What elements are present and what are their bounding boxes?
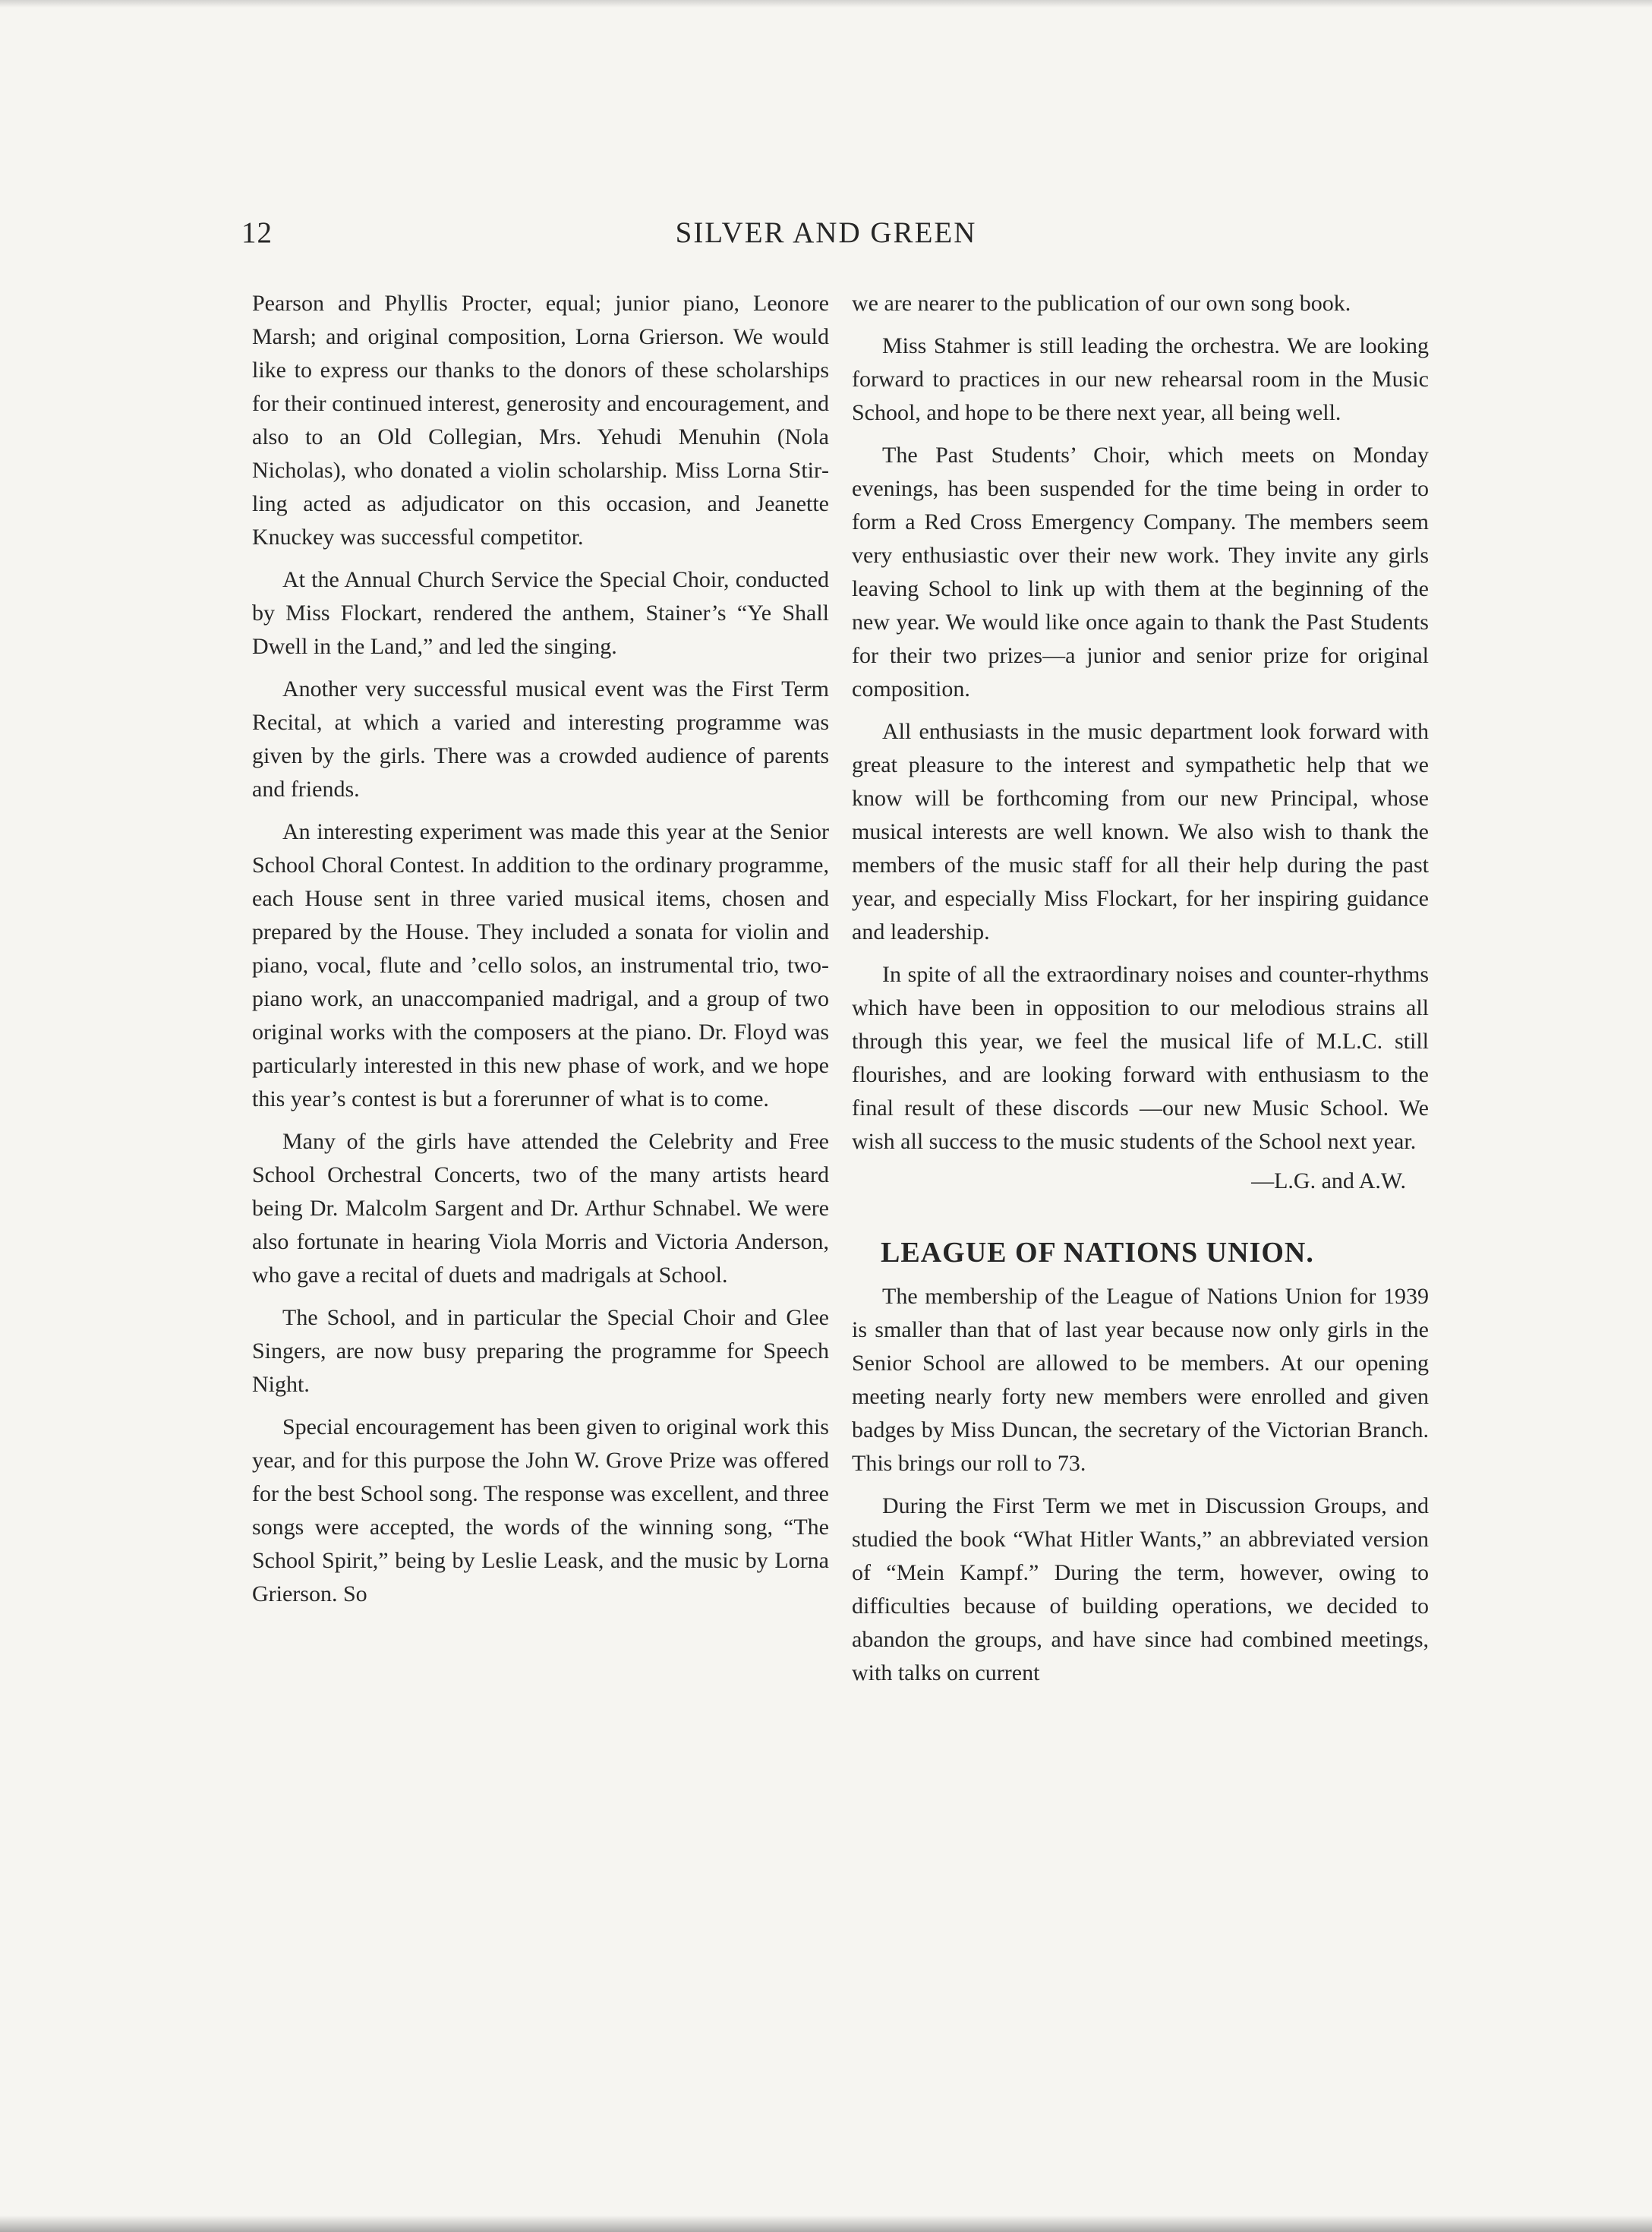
- right-column: [852, 287, 1429, 1699]
- left-column: [252, 287, 829, 1620]
- paragraph: Miss Stahmer is still leading the orchestra. We are looking forward to practices in our new rehearsal room in the Music School, and hope to be there next year, all being well.: [852, 333, 1429, 425]
- paragraph: Another very successful musical event was the First Term Recital, at which a varied and interesting programme was given by the girls. There was a crowded audience of parents and friends.: [252, 676, 829, 802]
- paragraph: Pearson and Phyllis Procter, equal; junior piano, Leonore Marsh; and original composition, Lorna Grierson. We would like to express our thanks to the donors of these scholarships for their continued interest, generosity and encouragement, and also to an Old Collegian, Mrs. Yehudi Menuhin (Nola Nicholas), who donated a violin scholarship. Miss Lorna Stirling acted as adjudicator on this occasion, and Jeanette Knuckey was successful competitor.: [252, 291, 829, 550]
- page-edge-shadow: [0, 0, 1652, 8]
- paragraph: Many of the girls have attended the Celebrity and Free School Orchestral Concerts, two of the many artists heard being Dr. Malcolm Sargent and Dr. Arthur Schnabel. We were also fortunate in hearing Viola Morris and Victoria Anderson, who gave a recital of duets and madrigals at School.: [252, 1129, 829, 1288]
- page-number: 12: [241, 216, 273, 249]
- paragraph: The School, and in particular the Special Choir and Glee Singers, are now busy preparing the programme for Speech Night.: [252, 1305, 829, 1397]
- paragraph: During the First Term we met in Discussion Groups, and studied the book “What Hitler Wants,” an abbreviated version of “Mein Kampf.” During the term, however, owing to difficulties because of building operations, we decided to abandon the groups, and have since had combined meetings, with talks on current: [852, 1493, 1429, 1685]
- paragraph: we are nearer to the publication of our own song book.: [852, 291, 1351, 316]
- paragraph: The membership of the League of Nations Union for 1939 is smaller than that of last year because now only girls in the Senior School are allowed to be members. At our opening meeting nearly forty new members were enrolled and given badges by Miss Duncan, the secretary of the Victorian Branch. This brings our roll to 73.: [852, 1284, 1429, 1476]
- paragraph: The Past Students’ Choir, which meets on Monday evenings, has been suspended for the time being in order to form a Red Cross Emergency Company. The members seem very enthusiastic over their new work. They invite any girls leaving School to link up with them at the beginning of the new year. We would like once again to thank the Past Students for their two prizes—a junior and senior prize for original composition.: [852, 443, 1429, 701]
- paragraph: At the Annual Church Service the Special Choir, conducted by Miss Flockart, rendered the anthem, Stainer’s “Ye Shall Dwell in the Land,” and led the singing.: [252, 567, 829, 659]
- paragraph: All enthusiasts in the music department look forward with great pleasure to the interest and sympathetic help that we know will be forthcoming from our new Principal, whose musical interests are well known. We also wish to thank the members of the music staff for all their help during the past year, and especially Miss Flockart, for her inspiring guidance and leadership.: [852, 719, 1429, 944]
- paragraph: An interesting experiment was made this year at the Senior School Choral Contest. In addition to the ordinary programme, each House sent in three varied musical items, chosen and prepared by the House. They included a sonata for violin and piano, vocal, flute and ’cello solos, an instrumental trio, two-piano work, an unaccompanied madrigal, and a group of two original works with the composers at the piano. Dr. Floyd was particularly interested in this new phase of work, and we hope this year’s contest is but a forerunner of what is to come.: [252, 819, 829, 1111]
- paragraph: In spite of all the extraordinary noises and counter-rhythms which have been in opposition to our melodious strains all through this year, we feel the musical life of M.L.C. still flourishes, and are looking forward with enthusiasm to the final result of these discords —our new Music School. We wish all success to the music students of the School next year.: [852, 962, 1429, 1154]
- page-bottom-edge: [0, 2215, 1652, 2232]
- article-signature: —L.G. and A.W.: [1251, 1168, 1406, 1193]
- paragraph: Special encouragement has been given to original work this year, and for this purpose the John W. Grove Prize was offered for the best School song. The response was excellent, and three songs were accepted, the words of the winning song, “The School Spirit,” being by Leslie Leask, and the music by Lorna Grierson. So: [252, 1414, 829, 1606]
- running-title: SILVER AND GREEN: [675, 216, 977, 249]
- section-heading: LEAGUE OF NATIONS UNION.: [881, 1237, 1314, 1269]
